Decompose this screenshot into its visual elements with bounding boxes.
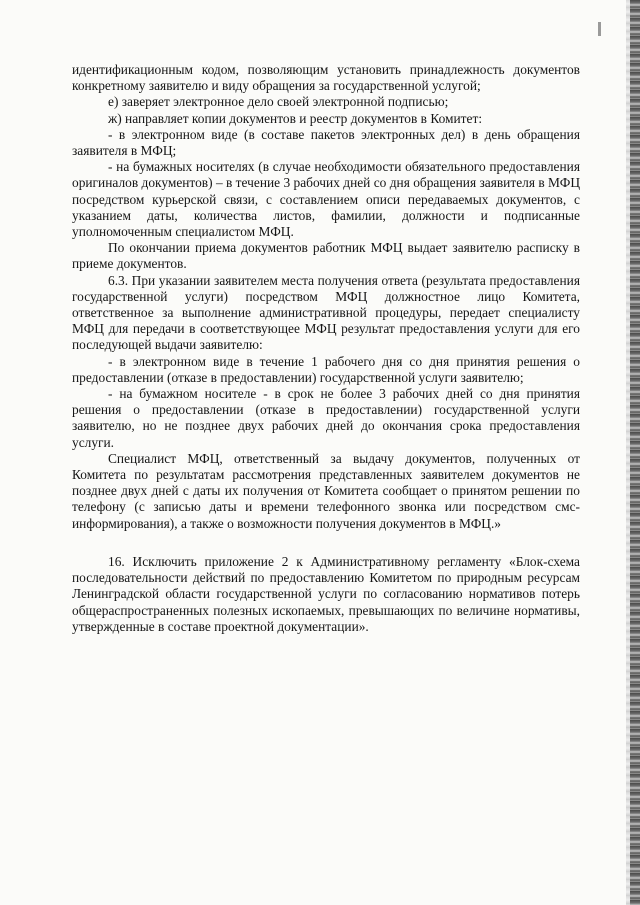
paragraph-receipt: По окончании приема документов работник МФЦ выдает заявителю расписку в приеме документов. xyxy=(72,240,580,272)
scan-edge xyxy=(630,0,640,905)
paragraph-electronic-result: - в электронном виде в течение 1 рабочего дня со дня принятия решения о предоставлении (отказе в предоставлении) государственной услуги заявителю; xyxy=(72,353,580,385)
paragraph-paper-result: - на бумажном носителе - в срок не более 3 рабочих дней со дня принятия решения о предоставлении (отказе в предоставлении) государственной услуги заявителю, но не позднее двух рабочих дней до окончания срока предоставления услуги. xyxy=(72,386,580,450)
document-body xyxy=(72,62,580,635)
paragraph-6-3: 6.3. При указании заявителем места получения ответа (результата предоставления государственной услуги) посредством МФЦ должностное лицо Комитета, ответственное за выполнение административной процедуры, передает специалисту МФЦ для передачи в соответствующее МФЦ результат предоставления услуги для его последующей выдачи заявителю: xyxy=(72,272,580,353)
paragraph-mfc-specialist: Специалист МФЦ, ответственный за выдачу документов, полученных от Комитета по результатам рассмотрения представленных заявителем документов не позднее двух дней с даты их получения от Комитета сообщает о принятом решении по телефону (с записью даты и времени телефонного звонка или посредством смс-информирования), а также о возможности получения документов в МФЦ.» xyxy=(72,450,580,531)
paragraph-item-zh: ж) направляет копии документов и реестр документов в Комитет: xyxy=(108,110,483,126)
paragraph-gap xyxy=(72,532,580,554)
paragraph-item-e: е) заверяет электронное дело своей электронной подписью; xyxy=(108,94,449,110)
scan-mark xyxy=(598,22,601,36)
paragraph-paper-copies: - на бумажных носителях (в случае необходимости обязательного предоставления оригиналов документов) – в течение 3 рабочих дней со дня обращения заявителя в МФЦ посредством курьерской связи, с составлением описи передаваемых документов, с указанием даты, количества листов, фамилии, должности и подписанные уполномоченным специалистом МФЦ. xyxy=(72,159,580,240)
paragraph-electronic-copies: - в электронном виде (в составе пакетов электронных дел) в день обращения заявителя в МФЦ; xyxy=(72,126,580,159)
paragraph-item-16: 16. Исключить приложение 2 к Административному регламенту «Блок-схема последовательности действий по предоставлению Комитетом по природным ресурсам Ленинградской области государственной услуги по согласованию нормативов потерь общераспространенных полезных ископаемых, превышающих по величине нормативы, утвержденные в составе проектной документации». xyxy=(72,553,580,634)
paragraph-continuation: идентификационным кодом, позволяющим установить принадлежность документов конкретному заявителю и виду обращения за государственной услугой; xyxy=(72,62,580,94)
